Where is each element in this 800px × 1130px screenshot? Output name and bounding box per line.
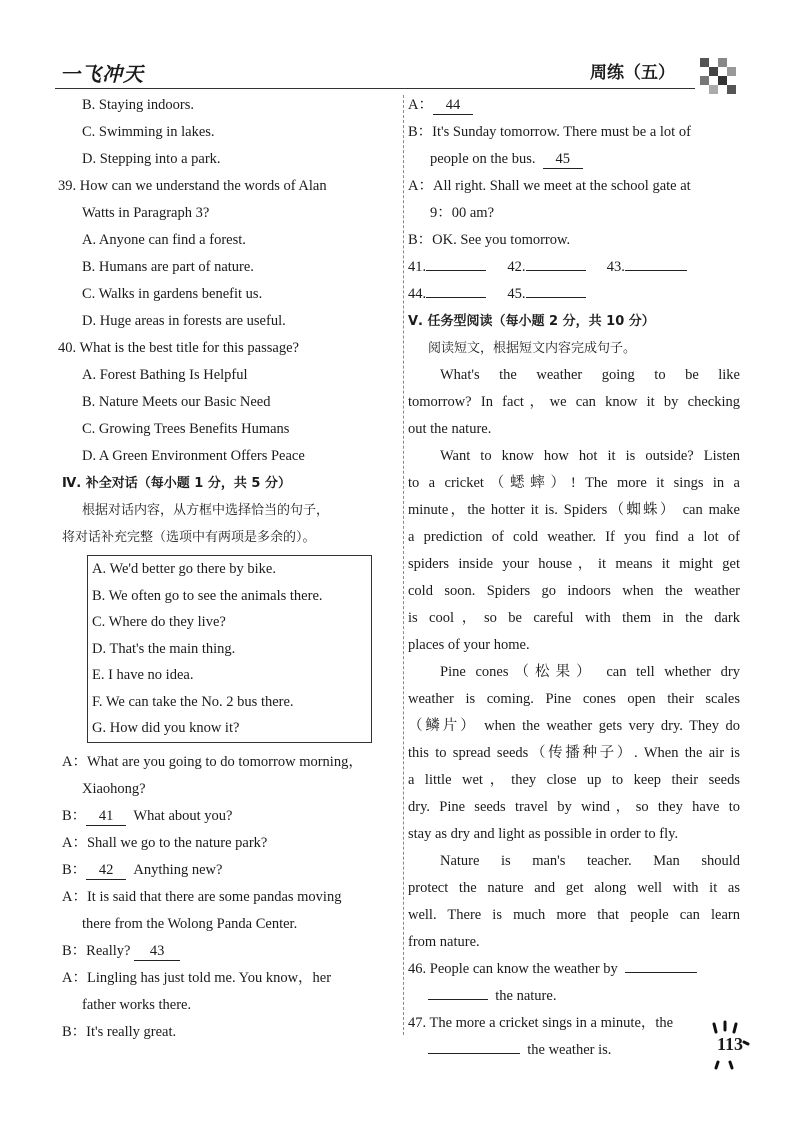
dialogue-a3-line2: there from the Wolong Panda Center. [82, 915, 298, 932]
header-rule [55, 88, 695, 89]
dialogue-b3: B：Really? 43 [62, 938, 400, 965]
q46-line2: the nature. [408, 983, 740, 1010]
dialogue-b4: B：It's really great. [62, 1023, 177, 1040]
q38-option-c: C. Swimming in lakes. [82, 124, 215, 140]
answer-blank-42[interactable] [526, 270, 586, 271]
week-label: 周练（五） [590, 63, 675, 83]
q39-option-c: C. Walks in gardens benefit us. [82, 286, 263, 302]
box-option-g: G. How did you know it? [92, 720, 240, 736]
brand-title: 一飞冲天 [60, 62, 144, 86]
q47-line2: the weather is. [408, 1037, 740, 1064]
answer-row-1: 41. 42. 43. [408, 254, 740, 281]
dialogue-a4-line1: A：Lingling has just told me. You know，her [62, 969, 332, 986]
q40-option-a: A. Forest Bathing Is Helpful [82, 367, 248, 383]
q38-option-b: B. Staying indoors. [82, 97, 194, 113]
answer-row-2: 44. 45. [408, 281, 740, 308]
blank-45[interactable]: 45 [543, 150, 583, 169]
page-number-badge [700, 1020, 750, 1070]
passage-paragraph-3: Pine cones（松果） can tell whether dry weather is coming. Pine cones open their scales （鳞片） when the weather gets very dry. They do this to spread seeds（传播种子）. When the air is a little wet，they close up to keep their seeds dry. Pine seeds travel by wind，so they have to stay as dry and light as possible in order to fly. [408, 664, 740, 842]
dialogue-a1-line1: A：What are you going to do tomorrow morning， [62, 753, 363, 770]
blank-42[interactable]: 42 [86, 861, 126, 880]
dialogue-a6-line1: A：All right. Shall we meet at the school gate at [408, 178, 691, 194]
q38-option-d: D. Stepping into a park. [82, 151, 221, 167]
q40-option-c: C. Growing Trees Benefits Humans [82, 421, 290, 437]
dialogue-a2: A：Shall we go to the nature park? [62, 834, 268, 851]
dialogue-a6-line2: 9：00 am? [430, 205, 495, 221]
q40-stem: 40. What is the best title for this passage? [58, 340, 299, 356]
passage-paragraph-1: What's the weather going to be like tomorrow? In fact，we can know it by checking out the nature. [408, 367, 740, 437]
answer-blank-43[interactable] [625, 270, 687, 271]
answer-blank-44[interactable] [426, 297, 486, 298]
dialogue-b1: B： 41 What about you? [62, 807, 233, 824]
q46-line1: 46. People can know the weather by [408, 956, 740, 983]
passage-paragraph-2: Want to know how hot it is outside? Listen to a cricket（蟋蟀）! The more it sings in a minute，the hotter it is. Spiders（蜘蛛） can make a prediction of cold weather. If you find a lot of spiders inside your house，it means it might get cold soon. Spiders go indoors when the weather is cool，so be careful with them in the dark places of your home. [408, 448, 740, 653]
page-number: 113 [717, 1034, 744, 1054]
dialogue-b2: B： 42 Anything new? [62, 861, 223, 878]
section5-instr: 阅读短文，根据短文内容完成句子。 [428, 341, 637, 356]
q39-option-d: D. Huge areas in forests are useful. [82, 313, 286, 329]
q39-option-a: A. Anyone can find a forest. [82, 232, 246, 248]
box-option-d: D. That's the main thing. [92, 640, 236, 657]
dialogue-a4-line2: father works there. [82, 996, 192, 1013]
q46-blank-b[interactable] [428, 999, 488, 1000]
blank-41[interactable]: 41 [86, 807, 126, 826]
section4-title: Ⅳ. 补全对话（每小题 1 分，共 5 分） [62, 476, 291, 491]
dialogue-b5-line1: B：It's Sunday tomorrow. There must be a lot of [408, 124, 691, 140]
answer-blank-45[interactable] [526, 297, 586, 298]
box-option-a: A. We'd better go there by bike. [92, 561, 276, 577]
answer-blank-41[interactable] [426, 270, 486, 271]
dialogue-a5: A： 44 [408, 92, 740, 119]
box-option-f: F. We can take the No. 2 bus there. [92, 693, 294, 710]
q47-blank[interactable] [428, 1053, 520, 1054]
box-option-c: C. Where do they live? [92, 614, 226, 630]
dialogue-b6: B：OK. See you tomorrow. [408, 232, 571, 248]
column-divider [403, 95, 404, 1035]
passage-paragraph-4: Nature is man's teacher. Man should protect the nature and get along well with it as well. There is much more that people can learn from nature. [408, 853, 740, 950]
q39-stem-line1: 39. How can we understand the words of Alan [58, 178, 327, 194]
section4-instr-line1: 根据对话内容，从方框中选择恰当的句子， [82, 503, 330, 518]
blank-44[interactable]: 44 [433, 96, 473, 115]
dialogue-a1-line2: Xiaohong? [82, 780, 146, 797]
q39-stem-line2: Watts in Paragraph 3? [82, 205, 210, 221]
page-header [0, 0, 800, 92]
options-box [87, 555, 372, 743]
section4-instr-line2: 将对话补充完整（选项中有两项是多余的）。 [62, 530, 316, 545]
q40-option-b: B. Nature Meets our Basic Need [82, 394, 271, 410]
q46-blank-a[interactable] [625, 972, 697, 973]
left-column [58, 92, 400, 1046]
q47-line1: 47. The more a cricket sings in a minute，the [408, 1015, 674, 1031]
box-option-b: B. We often go to see the animals there. [92, 587, 323, 604]
dialogue-b5-line2: people on the bus. 45 [408, 146, 740, 173]
q40-option-d: D. A Green Environment Offers Peace [82, 448, 305, 464]
checker-decoration [700, 58, 736, 94]
dialogue-a3-line1: A：It is said that there are some pandas moving [62, 888, 342, 905]
blank-43[interactable]: 43 [134, 942, 180, 961]
section5-title: Ⅴ. 任务型阅读（每小题 2 分，共 10 分） [408, 314, 655, 329]
q39-option-b: B. Humans are part of nature. [82, 259, 254, 275]
box-option-e: E. I have no idea. [92, 667, 194, 683]
right-column [408, 92, 740, 1064]
